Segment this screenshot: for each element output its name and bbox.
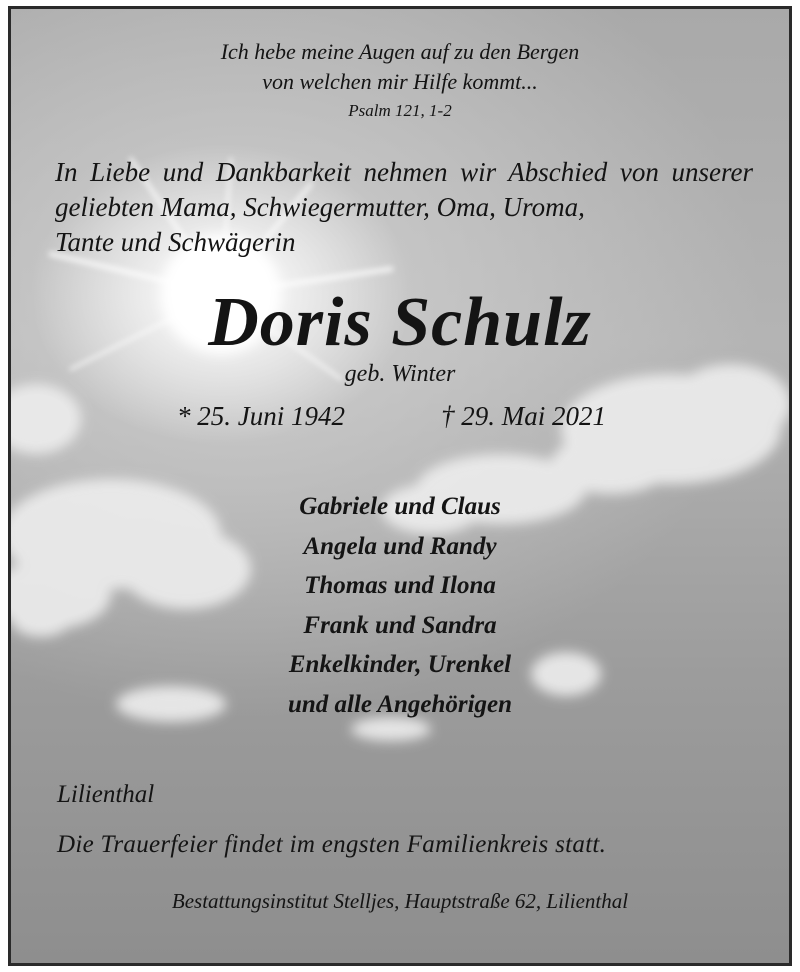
mourner-entry: Enkelkinder, Urenkel (288, 651, 512, 678)
deceased-name: Doris Schulz (208, 284, 592, 361)
bible-verse (11, 37, 789, 97)
obituary-notice (8, 6, 792, 966)
birth-date: * 25. Juni 1942 (177, 401, 345, 431)
verse-line-1: Ich hebe meine Augen auf zu den Bergen (220, 39, 580, 64)
mourner-entry: und alle Angehörigen (287, 690, 513, 718)
place-name: Lilienthal (57, 781, 155, 808)
mourner-entry: Frank und Sandra (303, 611, 497, 639)
ceremony-note: Die Trauerfeier findet im engsten Familienkreis statt. (57, 831, 607, 858)
verse-line-2: von welchen mir Hilfe kommt... (262, 69, 538, 94)
undertaker-info: Bestattungsinstitut Stelljes, Hauptstraße 62, Lilienthal (171, 889, 629, 913)
notice-content (11, 9, 789, 963)
intro-line-1: In Liebe und Dankbarkeit nehmen wir Abschied von (55, 157, 659, 187)
mourners-list (11, 487, 789, 724)
birth-name: geb. Winter (344, 361, 456, 387)
mourner-entry: Gabriele und Claus (299, 493, 501, 520)
intro-line-2: unserer geliebten Mama, Schwiegermutter, Oma, Uroma, (55, 157, 753, 222)
intro-line-3: Tante und Schwägerin (55, 227, 296, 257)
mourner-entry: Angela und Randy (303, 532, 497, 560)
verse-reference: Psalm 121, 1-2 (348, 101, 452, 120)
farewell-intro (55, 155, 753, 260)
mourner-entry: Thomas und Ilona (304, 572, 496, 599)
death-date: † 29. Mai 2021 (441, 401, 606, 431)
